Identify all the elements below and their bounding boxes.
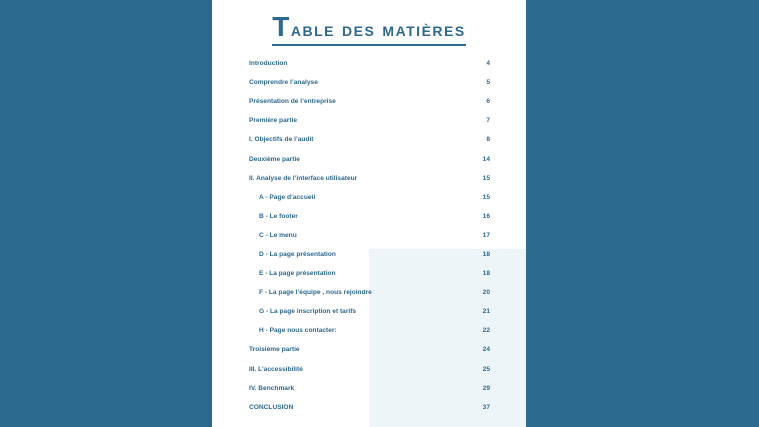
toc-entry-label: G - La page inscription et tarifs (259, 308, 357, 316)
toc-entry[interactable] (249, 379, 490, 398)
toc-entry[interactable] (249, 398, 490, 417)
toc-entry[interactable] (249, 321, 490, 340)
toc-heading-text: Table des matières (272, 13, 465, 46)
toc-entry-page-number: 16 (482, 212, 490, 220)
toc-entry-label: H - Page nous contacter: (259, 327, 337, 335)
toc-entry-label: CONCLUSION (249, 403, 294, 411)
toc-entry[interactable] (249, 111, 490, 130)
toc-entry-label: B - Le footer (259, 212, 298, 220)
toc-entry-label: Présentation de l’entreprise (249, 98, 336, 106)
toc-entry-page-number: 20 (482, 289, 490, 297)
toc-entry-page-number: 6 (486, 98, 490, 106)
toc-entry-label: I. Objectifs de l’audit (249, 136, 314, 144)
toc-entry-page-number: 22 (482, 327, 490, 335)
toc-entry[interactable] (249, 302, 490, 321)
toc-entry-label: II. Analyse de l’interface utilisateur (249, 174, 358, 182)
toc-entry[interactable] (249, 130, 490, 149)
toc-entry-page-number: 29 (482, 384, 490, 392)
toc-entry[interactable] (249, 283, 490, 302)
toc-entry[interactable] (249, 169, 490, 188)
toc-entry[interactable] (249, 245, 490, 264)
toc-entry-page-number: 25 (482, 365, 490, 373)
toc-entry-label: Deuxième partie (249, 155, 300, 163)
toc-entry-page-number: 15 (482, 193, 490, 201)
toc-entry[interactable] (249, 92, 490, 111)
toc-entry-page-number: 18 (482, 270, 490, 278)
toc-entry-label: A - Page d’accueil (259, 193, 316, 201)
toc-entry-page-number: 17 (482, 231, 490, 239)
toc-entry[interactable] (249, 340, 490, 359)
toc-entry-label: Introduction (249, 60, 288, 68)
toc-entry-page-number: 4 (486, 60, 490, 68)
toc-entry-page-number: 5 (486, 79, 490, 87)
toc-entry-label: C - Le menu (259, 231, 297, 239)
toc-entry-page-number: 18 (482, 250, 490, 258)
toc-entry-page-number: 15 (482, 174, 490, 182)
toc-entry-label: E - La page présentation (259, 270, 336, 278)
toc-entry-label: Troisième partie (249, 346, 300, 354)
toc-entry-label: Comprendre l’analyse (249, 79, 318, 87)
toc-entry-label: F - La page l’équipe , nous rejoindre (259, 289, 372, 297)
toc-entry-label: Première partie (249, 117, 298, 125)
toc-entry[interactable] (249, 226, 490, 245)
toc-entry[interactable] (249, 188, 490, 207)
toc-heading (212, 13, 526, 47)
toc-entry-label: III. L’accessibilité (249, 365, 303, 373)
toc-entry[interactable] (249, 264, 490, 283)
toc-entry-label: D - La page présentation (259, 250, 336, 258)
toc-entry[interactable] (249, 149, 490, 168)
toc-entry-label: IV. Benchmark (249, 384, 295, 392)
document-page (212, 0, 526, 427)
toc-entry-page-number: 21 (482, 308, 490, 316)
toc-entry-page-number: 8 (486, 136, 490, 144)
toc-entry[interactable] (249, 73, 490, 92)
toc-list (249, 54, 490, 417)
toc-entry-page-number: 24 (482, 346, 490, 354)
toc-entry[interactable] (249, 54, 490, 73)
toc-entry-page-number: 14 (482, 155, 490, 163)
toc-entry[interactable] (249, 207, 490, 226)
toc-entry-page-number: 7 (486, 117, 490, 125)
toc-entry-page-number: 37 (482, 403, 490, 411)
toc-entry[interactable] (249, 360, 490, 379)
